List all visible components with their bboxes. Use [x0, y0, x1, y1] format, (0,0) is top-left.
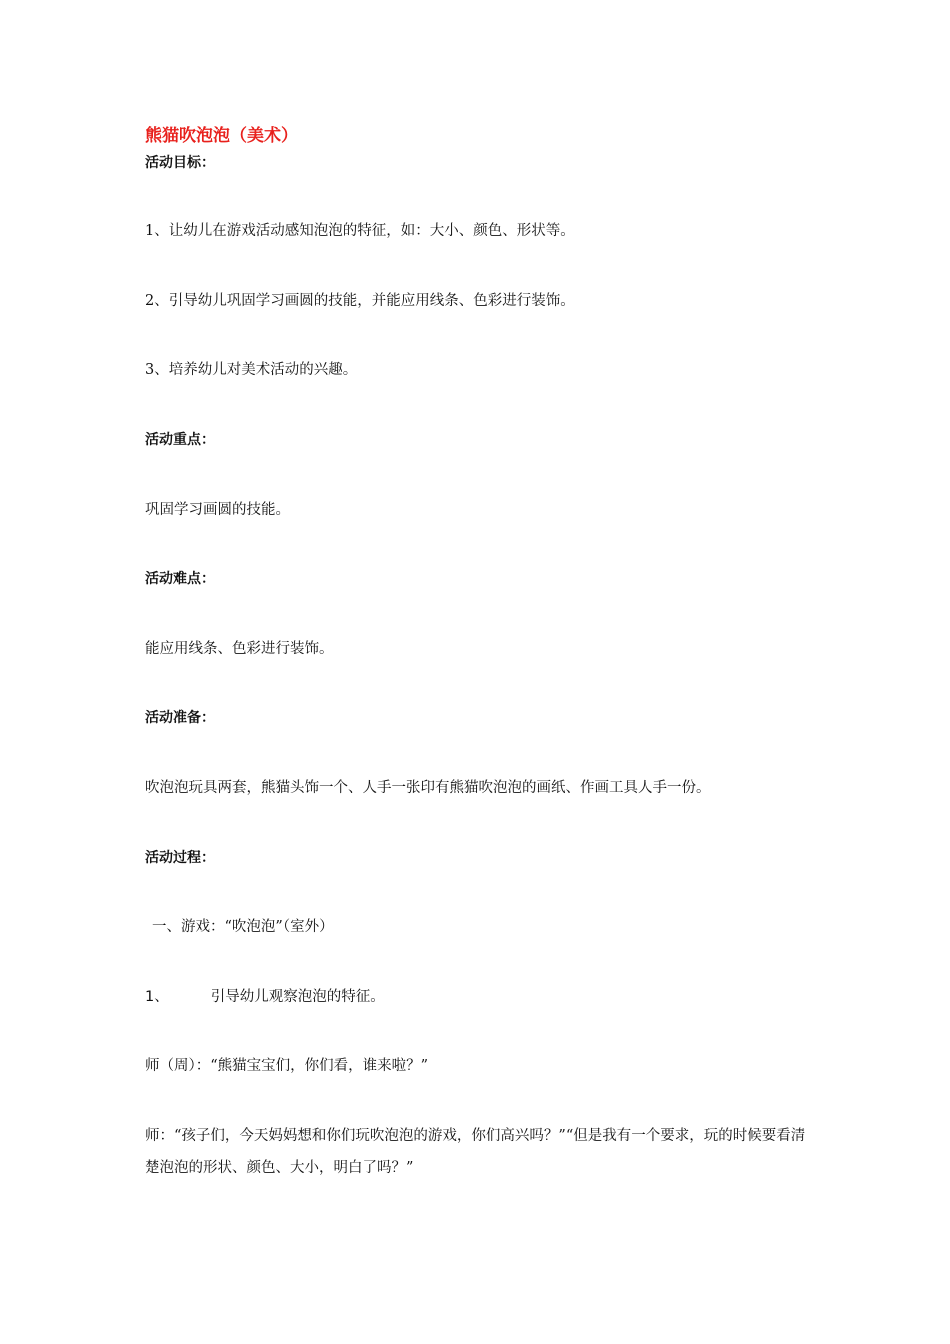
step-one [145, 987, 385, 1007]
difficulty-text: 能应用线条、色彩进行装饰。 [145, 641, 334, 657]
goals-heading: 活动目标： [145, 155, 215, 171]
dialogue-one: 师（周）：“熊猫宝宝们，你们看，谁来啦？” [145, 1058, 429, 1074]
key-point-heading: 活动重点： [145, 432, 215, 448]
dialogue-two: 师：“孩子们，今天妈妈想和你们玩吹泡泡的游戏，你们高兴吗？”“但是我有一个要求，玩的时候要看清楚泡泡的形状、颜色、大小，明白了吗？” [145, 1128, 806, 1176]
goal-item-3: 3、培养幼儿对美术活动的兴趣。 [145, 362, 358, 378]
process-heading: 活动过程： [145, 850, 215, 866]
preparation-text: 吹泡泡玩具两套，熊猫头饰一个、人手一张印有熊猫吹泡泡的画纸、作画工具人手一份。 [145, 780, 711, 796]
section-one-title: 一、游戏：“吹泡泡”（室外） [152, 919, 334, 935]
goal-item-2: 2、引导幼儿巩固学习画圆的技能，并能应用线条、色彩进行装饰。 [145, 293, 575, 309]
document-title: 熊猫吹泡泡（美术） [145, 126, 298, 146]
step-one-text: 引导幼儿观察泡泡的特征。 [210, 989, 385, 1005]
goal-item-1: 1、让幼儿在游戏活动感知泡泡的特征，如：大小、颜色、形状等。 [145, 223, 575, 239]
difficulty-heading: 活动难点： [145, 571, 215, 587]
key-point-text: 巩固学习画圆的技能。 [145, 502, 290, 518]
step-one-number: 1、 [145, 989, 169, 1005]
preparation-heading: 活动准备： [145, 710, 215, 726]
